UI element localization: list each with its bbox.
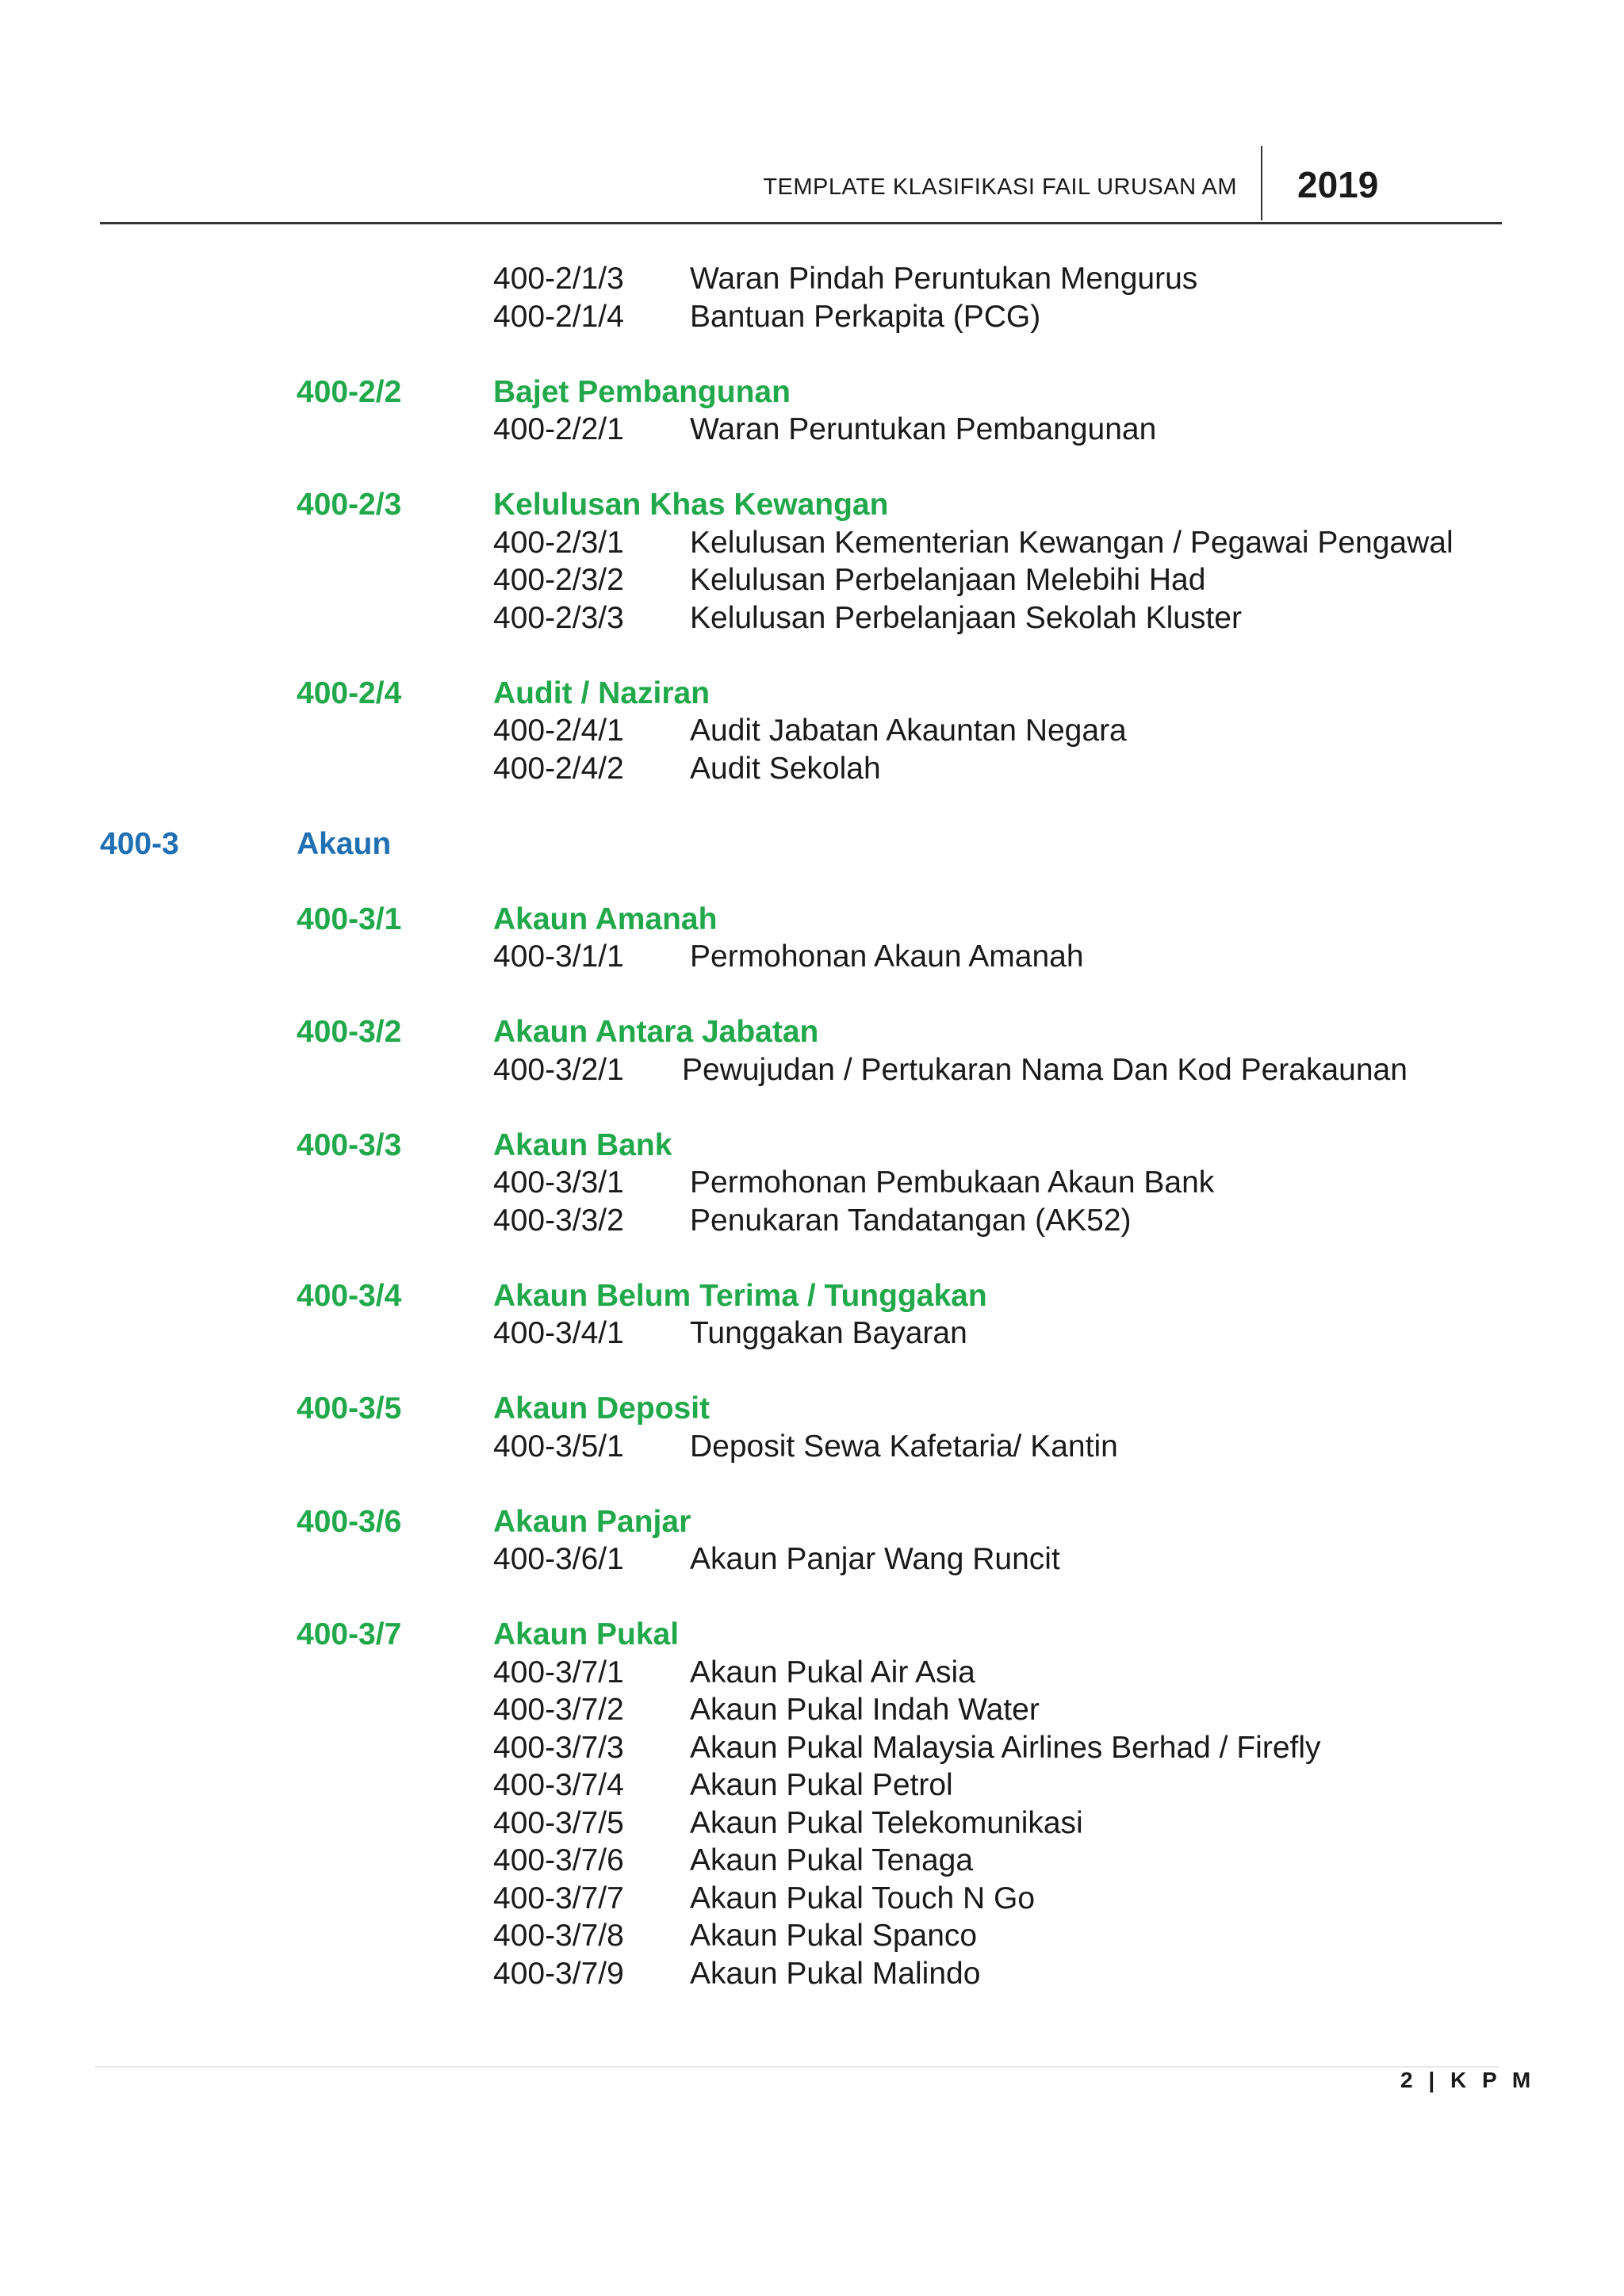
section-code: 400-3 [100,826,179,861]
item-code: 400-2/3/1 [493,525,624,560]
subsection-heading [0,1013,1624,1051]
item-label: Akaun Pukal Petrol [690,1768,953,1802]
classification-list [0,260,1624,1992]
list-item [0,1654,1624,1692]
subsection-title: Akaun Amanah [493,901,718,936]
list-item [0,298,1624,336]
subsection-code: 400-2/4 [297,675,402,710]
subsection-heading [0,1616,1624,1654]
subsection-code: 400-3/1 [297,901,402,936]
item-label: Deposit Sewa Kafetaria/ Kantin [690,1429,1118,1464]
item-code: 400-3/7/5 [493,1805,624,1840]
item-code: 400-3/7/7 [493,1881,624,1915]
list-item [0,524,1624,562]
list-item [0,411,1624,449]
item-code: 400-3/7/8 [493,1919,624,1953]
item-label: Kelulusan Kementerian Kewangan / Pegawai Pengawal [690,525,1454,560]
list-item [0,1842,1624,1880]
item-label: Akaun Panjar Wang Runcit [690,1542,1060,1576]
list-item [0,1955,1624,1993]
subsection-code: 400-2/2 [297,374,402,409]
subsection-heading [0,486,1624,524]
list-item [0,1164,1624,1202]
subsection-code: 400-3/5 [297,1391,402,1425]
item-code: 400-3/3/1 [493,1165,624,1200]
list-item [0,1729,1624,1767]
item-code: 400-3/7/2 [493,1693,624,1727]
page-number: 2 | K P M [1400,2068,1536,2092]
header-divider [1261,146,1262,220]
item-code: 400-2/3/2 [493,563,624,597]
subsection-heading [0,675,1624,713]
item-label: Akaun Pukal Spanco [690,1919,978,1953]
item-label: Kelulusan Perbelanjaan Melebihi Had [690,563,1206,597]
item-code: 400-3/7/9 [493,1956,624,1991]
subsection-heading [0,1390,1624,1428]
item-code: 400-3/7/3 [493,1730,624,1765]
list-item [0,1691,1624,1729]
section-title: Akaun [297,826,392,861]
list-item [0,1880,1624,1918]
list-item [0,1051,1624,1089]
item-label: Akaun Pukal Malindo [690,1956,981,1991]
item-label: Pewujudan / Pertukaran Nama Dan Kod Perakaunan [682,1052,1408,1087]
subsection-title: Akaun Deposit [493,1391,710,1425]
footer-divider [95,2066,1499,2068]
list-item [0,712,1624,750]
subsection-title: Kelulusan Khas Kewangan [493,488,889,522]
page-header [100,143,1502,224]
list-item [0,599,1624,637]
item-code: 400-3/2/1 [493,1052,624,1087]
subsection-title: Akaun Bank [493,1127,672,1162]
item-code: 400-2/1/4 [493,299,624,334]
item-label: Waran Pindah Peruntukan Mengurus [690,262,1198,296]
item-label: Audit Sekolah [690,751,881,786]
subsection-code: 400-3/4 [297,1278,402,1313]
list-item [0,1314,1624,1353]
subsection-title: Bajet Pembangunan [493,374,791,409]
list-item [0,1428,1624,1466]
item-label: Akaun Pukal Tenaga [690,1843,974,1877]
item-label: Akaun Pukal Malaysia Airlines Berhad / Firefly [690,1730,1321,1765]
item-label: Akaun Pukal Touch N Go [690,1881,1036,1915]
subsection-code: 400-2/3 [297,488,402,522]
item-label: Penukaran Tandatangan (AK52) [690,1203,1132,1238]
item-code: 400-3/5/1 [493,1429,624,1464]
subsection-heading [0,901,1624,939]
item-label: Permohonan Pembukaan Akaun Bank [690,1165,1215,1200]
item-code: 400-3/4/1 [493,1316,624,1350]
item-code: 400-2/1/3 [493,262,624,296]
list-item [0,1202,1624,1240]
subsection-code: 400-3/7 [297,1617,402,1651]
subsection-title: Akaun Panjar [493,1504,691,1539]
subsection-heading [0,1277,1624,1315]
item-code: 400-2/4/2 [493,751,624,786]
item-label: Bantuan Perkapita (PCG) [690,299,1041,334]
item-label: Akaun Pukal Indah Water [690,1693,1040,1727]
item-label: Permohonan Akaun Amanah [690,939,1084,974]
item-label: Waran Peruntukan Pembangunan [690,412,1157,446]
subsection-heading [0,1503,1624,1541]
subsection-code: 400-3/6 [297,1504,402,1539]
header-year: 2019 [1297,164,1379,205]
item-label: Akaun Pukal Air Asia [690,1655,975,1689]
item-code: 400-3/1/1 [493,939,624,974]
item-label: Tunggakan Bayaran [690,1316,967,1350]
subsection-title: Akaun Antara Jabatan [493,1015,819,1049]
item-code: 400-2/3/3 [493,600,624,635]
item-code: 400-3/7/6 [493,1843,624,1877]
list-item [0,938,1624,976]
item-code: 400-3/3/2 [493,1203,624,1238]
item-code: 400-3/6/1 [493,1542,624,1576]
list-item [0,1804,1624,1843]
subsection-heading [0,1127,1624,1165]
subsection-code: 400-3/3 [297,1127,402,1162]
item-code: 400-2/2/1 [493,412,624,446]
list-item [0,1917,1624,1955]
subsection-title: Akaun Belum Terima / Tunggakan [493,1278,987,1313]
list-item [0,750,1624,788]
item-label: Akaun Pukal Telekomunikasi [690,1805,1083,1840]
item-code: 400-3/7/1 [493,1655,624,1689]
list-item [0,1540,1624,1578]
list-item [0,1766,1624,1804]
subsection-title: Audit / Naziran [493,675,710,710]
item-code: 400-3/7/4 [493,1768,624,1802]
item-code: 400-2/4/1 [493,714,624,748]
list-item [0,561,1624,599]
item-label: Audit Jabatan Akauntan Negara [690,714,1127,748]
header-title: TEMPLATE KLASIFIKASI FAIL URUSAN AM [763,174,1237,200]
subsection-title: Akaun Pukal [493,1617,680,1651]
item-label: Kelulusan Perbelanjaan Sekolah Kluster [690,600,1242,635]
section-heading [0,825,1624,863]
list-item [0,260,1624,298]
subsection-code: 400-3/2 [297,1015,402,1049]
subsection-heading [0,373,1624,411]
